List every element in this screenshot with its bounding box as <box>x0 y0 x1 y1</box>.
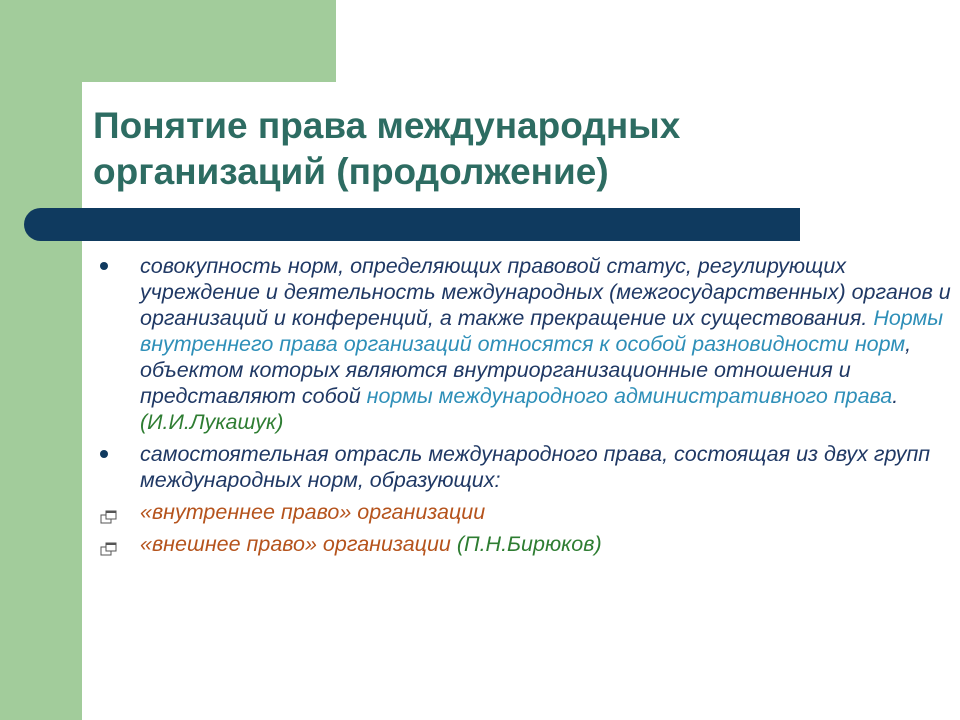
author-citation-lukashuk: (И.И.Лукашук) <box>140 410 284 434</box>
slide-content <box>96 253 954 557</box>
accent-band-left <box>0 0 82 720</box>
sub-item-external-law <box>96 531 954 557</box>
definition-text: совокупность норм, определяющих правовой статус, регулирующих учреждение и деятельность международных (межгосударственных) органов и организаций и конференций, а также прекращение их существования. <box>140 254 951 330</box>
bullet-item-definition <box>96 253 954 435</box>
internal-law-text: «внутреннее право» организации <box>140 500 486 524</box>
internal-law-highlight: Нормы внутреннего права организаций относятся к особой разновидности норм <box>140 306 944 356</box>
bullet-dot-icon <box>100 450 108 458</box>
sub-item-internal-law <box>96 499 954 525</box>
slide-title: Понятие права международных организаций (продолжение) <box>93 105 681 192</box>
admin-law-highlight: нормы международного административного права <box>366 384 893 408</box>
definition-continuation: , объектом которых являются внутриорганизационные отношения и представляют собой <box>140 332 912 408</box>
branch-text: самостоятельная отрасль международного права, состоящая из двух групп международных норм, образующих: <box>140 442 931 492</box>
document-bullet-icon <box>100 504 118 518</box>
author-citation-biryukov: (П.Н.Бирюков) <box>456 532 602 556</box>
definition-period: . <box>892 384 899 408</box>
bullet-dot-icon <box>100 262 108 270</box>
title-divider-bar <box>24 208 800 241</box>
document-bullet-icon <box>100 536 118 550</box>
external-law-text: «внешнее право» организации <box>140 532 451 556</box>
bullet-item-branch <box>96 441 954 493</box>
